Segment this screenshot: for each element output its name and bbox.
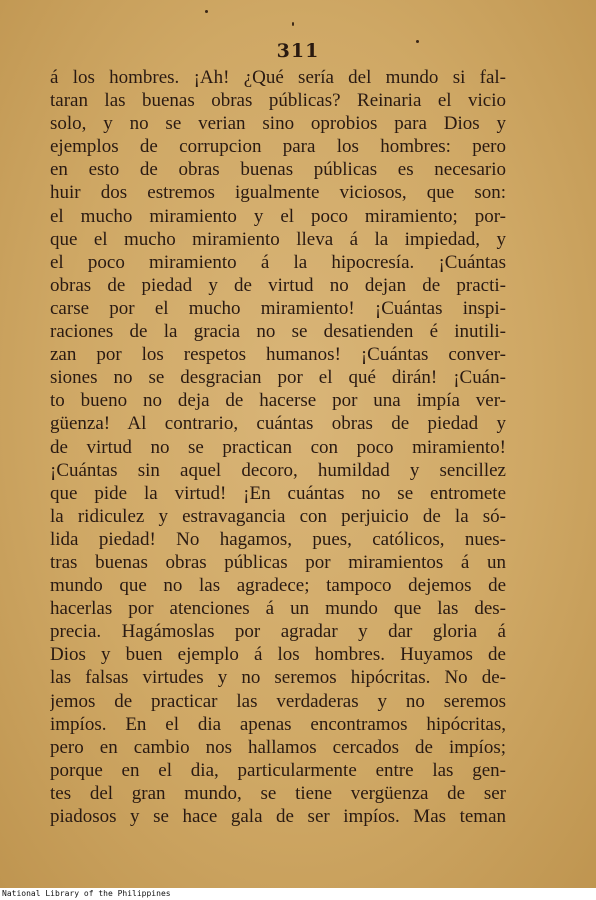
page-number: 311 [276,40,320,62]
text-line: en esto de obras buenas públicas es necesario [50,159,506,181]
text-line: siones no se desgracian por el qué dirán! ¡Cuán- [50,367,506,389]
text-line: la ridiculez y estravagancia con perjuicio de la só- [50,505,506,527]
text-line: lida piedad! No hagamos, pues, católicos, nues- [50,528,506,550]
text-line: el poco miramiento á la hipocresía. ¡Cuántas [50,251,506,273]
text-line: zan por los respetos humanos! ¡Cuántas conver- [50,344,506,366]
text-line: piadosos y se hace gala de ser impíos. Mas teman [50,806,506,827]
ink-speck [292,22,294,26]
ink-speck [205,10,208,13]
text-line: obras de piedad y de virtud no dejan de practi- [50,274,506,296]
text-line: taran las buenas obras públicas? Reinaria el vicio [50,90,506,112]
text-line: que pide la virtud! ¡En cuántas no se entromete [50,482,506,504]
text-line: á los hombres. ¡Ah! ¿Qué sería del mundo si fal- [50,67,506,88]
text-line: raciones de la gracia no se desatienden é inutili- [50,321,506,343]
library-credit: National Library of the Philippines [2,889,171,898]
text-line: las falsas virtudes y no seremos hipócritas. No de- [50,667,506,689]
text-line: hacerlas por atenciones á un mundo que las des- [50,598,506,620]
text-line: carse por el mucho miramiento! ¡Cuántas inspi- [50,297,506,319]
text-line: huir dos estremos igualmente viciosos, que son: [50,182,506,204]
text-line: el mucho miramiento y el poco miramiento; por- [50,205,506,227]
text-line: mundo que no las agradece; tampoco dejemos de [50,575,506,597]
text-line: Dios y buen ejemplo á los hombres. Huyamos de [50,644,506,666]
text-line: precia. Hagámoslas por agradar y dar gloria á [50,621,506,643]
body-text [50,66,506,828]
text-line: güenza! Al contrario, cuántas obras de piedad y [50,413,506,435]
text-line: tras buenas obras públicas por miramientos á un [50,551,506,573]
text-line: que el mucho miramiento lleva á la impiedad, y [50,228,506,250]
text-line: de virtud no se practican con poco miramiento! [50,436,506,458]
text-line: to bueno no deja de hacerse por una impía ver- [50,390,506,412]
text-line: porque en el dia, particularmente entre las gen- [50,759,506,781]
text-line: jemos de practicar las verdaderas y no seremos [50,690,506,712]
text-line: ejemplos de corrupcion para los hombres: pero [50,136,506,158]
text-line: ¡Cuántas sin aquel decoro, humildad y sencillez [50,459,506,481]
text-line: tes del gran mundo, se tiene vergüenza de ser [50,782,506,804]
text-line: pero en cambio nos hallamos cercados de impíos; [50,736,506,758]
text-line: impíos. En el dia apenas encontramos hipócritas, [50,713,506,735]
text-line: solo, y no se verian sino oprobios para Dios y [50,113,506,135]
footer-strip [0,888,596,900]
